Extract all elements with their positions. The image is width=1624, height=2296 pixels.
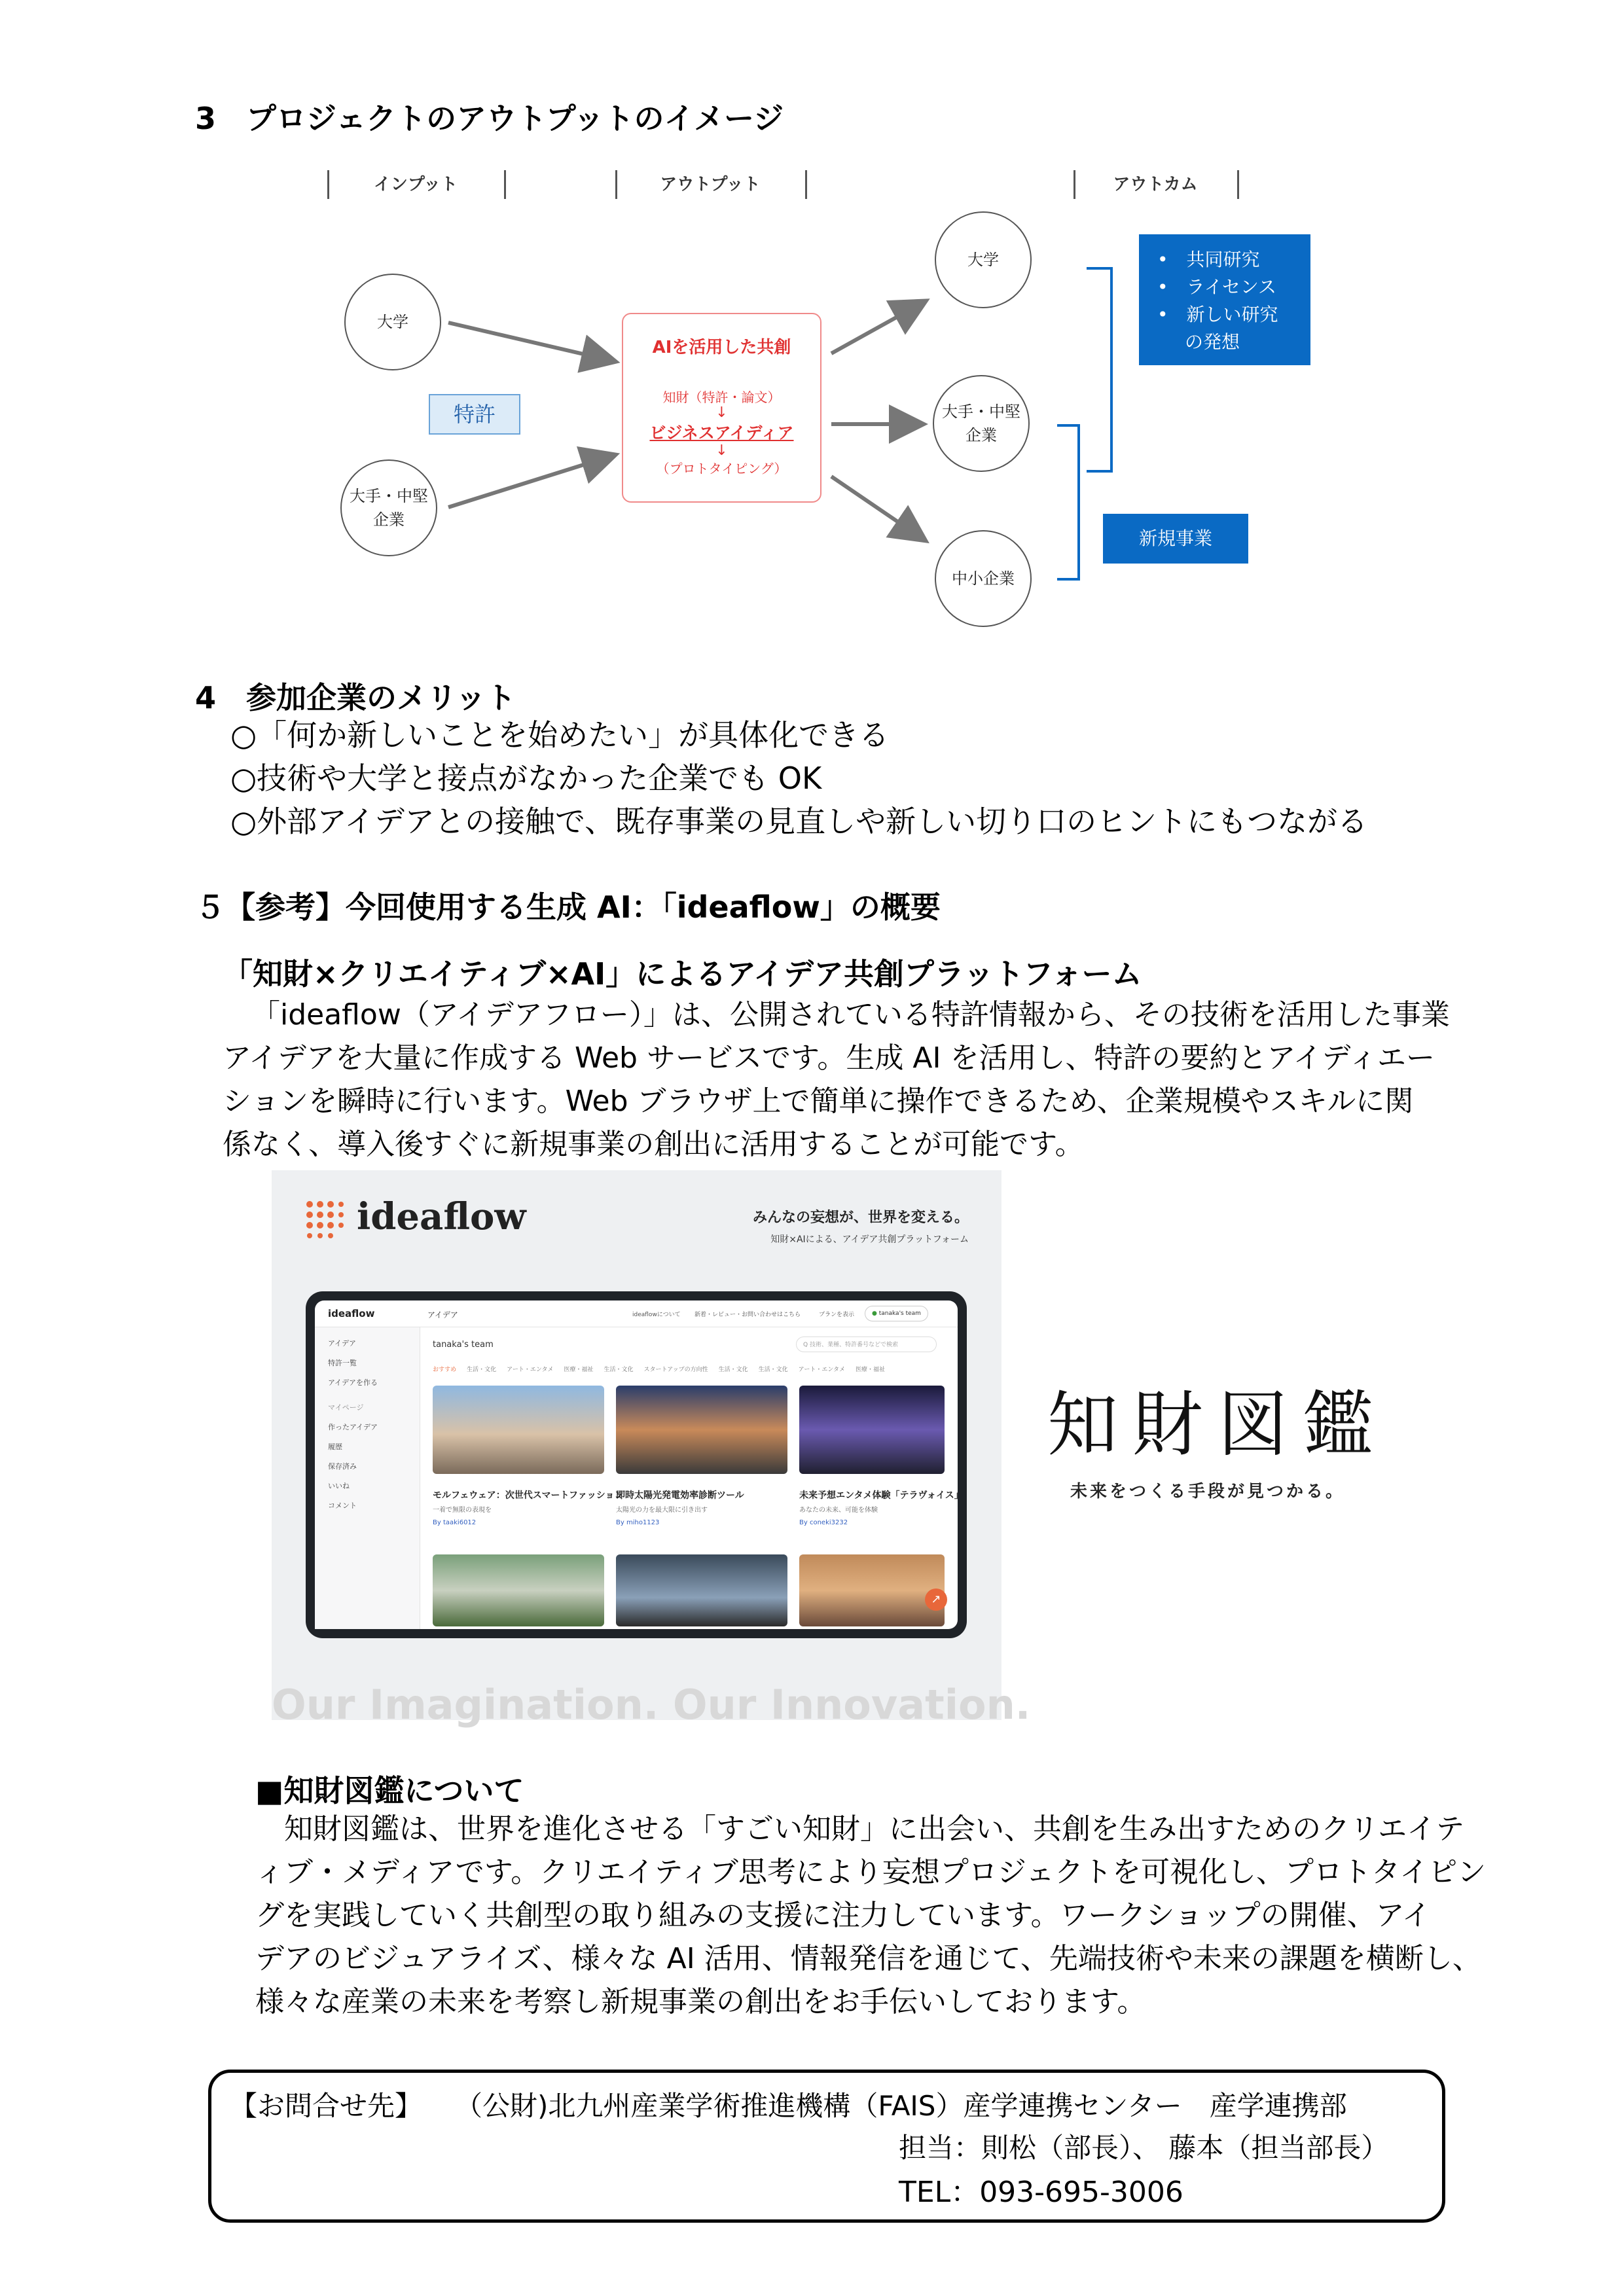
center-title: AIを活用した共創 [652, 338, 791, 357]
tab-category[interactable]: 生活・文化 [467, 1367, 497, 1373]
card-image [799, 1386, 945, 1474]
arrow-center-to-sme [831, 476, 920, 537]
section5-heading: ５【参考】今回使用する生成 AI：「ideaflow」の概要 [195, 889, 941, 925]
idea-card[interactable] [799, 1386, 964, 1526]
card-image [433, 1386, 604, 1474]
description-line: 係なく、導入後すぐに新規事業の創出に活用することが可能です。 [223, 1128, 1084, 1161]
about-line: 知財図鑑は、世界を進化させる「すごい知財」に出会い、共創を生み出すためのクリエイテ [284, 1812, 1465, 1846]
section3-heading: 3 プロジェクトのアウトプットのイメージ [195, 101, 784, 136]
idea-card[interactable] [616, 1386, 787, 1526]
outcome-item: • 新しい研究 [1157, 304, 1278, 325]
card-subtitle: 太陽光の力を最大限に引き出す [616, 1507, 708, 1514]
chizai-zukan-logo: 知財図鑑 [1047, 1384, 1388, 1466]
sidebar-item-patents[interactable]: 特許一覧 [328, 1359, 357, 1367]
category-tabs [433, 1365, 943, 1376]
ideaflow-tagline: みんなの妄想が、世界を変える。 [752, 1210, 969, 1226]
sidebar-item-my-ideas[interactable]: 作ったアイデア [328, 1423, 378, 1431]
card-title: 即時太陽光発電効率診断ツール [616, 1490, 744, 1501]
tab-category[interactable]: アート・エンタメ [507, 1367, 554, 1373]
card-subtitle: 一着で無限の表現を [433, 1507, 492, 1514]
card-image [616, 1554, 787, 1626]
section4-heading: 4 参加企業のメリット [195, 680, 516, 715]
contact-organization: （公財)北九州産業学術推進機構（FAIS）産学連携センター 産学連携部 [455, 2090, 1347, 2122]
card-author: By taaki6012 [433, 1519, 477, 1526]
center-step-proto: （プロトタイピング） [656, 461, 787, 476]
patent-box: 特許 [429, 394, 520, 435]
ai-cocreation-box [622, 313, 821, 503]
col-divider [805, 170, 807, 199]
merit-item: ○外部アイデアとの接触で、既存事業の見直しや新しい切り口のヒントにもつながる [230, 804, 1368, 839]
col-divider [1237, 170, 1239, 199]
tab-category[interactable]: おすすめ [433, 1367, 457, 1373]
ideaflow-subheading: 「知財×クリエイティブ×AI」によるアイデア共創プラットフォーム [223, 956, 1142, 992]
col-divider [1074, 170, 1075, 199]
card-image [799, 1554, 945, 1626]
description-line: ションを瞬時に行います。Web ブラウザ上で簡単に操作できるため、企業規模やスキルに関 [223, 1085, 1414, 1118]
sidebar-item-comments[interactable]: コメント [328, 1501, 357, 1510]
card-author: By miho1123 [616, 1519, 660, 1526]
sidebar-section-mypage: マイページ [328, 1403, 364, 1412]
description-line: アイデアを大量に作成する Web サービスです。生成 AI を活用し、特許の要約とアイディエー [223, 1041, 1435, 1075]
ideaflow-tagline-sub: 知財×AIによる、アイデア共創プラットフォーム [770, 1234, 969, 1245]
sidebar-item-create[interactable]: アイデアを作る [328, 1378, 378, 1387]
new-business-box: 新規事業 [1103, 514, 1248, 564]
arrow-company-to-center [448, 457, 609, 507]
ideaflow-screenshot [272, 1170, 1031, 1729]
col-divider [327, 170, 329, 199]
outcome-bracket-top [1087, 268, 1111, 471]
team-title: tanaka's team [433, 1340, 494, 1350]
sidebar-item-idea[interactable]: アイデア [328, 1339, 357, 1348]
card-image [433, 1554, 604, 1626]
app-screen [315, 1300, 964, 1629]
about-line: デアのビジュアライズ、様々な AI 活用、情報発信を通じて、先端技術や未来の課題を横断し、 [255, 1942, 1481, 1975]
ideaflow-description [223, 994, 1450, 1166]
about-line: 様々な産業の未来を考察し新規事業の創出をお手伝いしております。 [255, 1985, 1146, 2018]
output-diagram [321, 164, 1322, 635]
tab-category[interactable]: アート・エンタメ [798, 1367, 846, 1373]
sidebar-item-likes[interactable]: いいね [328, 1482, 350, 1490]
search-input[interactable]: Q 技術、業種、特許番号などで検索 [796, 1336, 937, 1352]
outcome-research-box [1139, 234, 1310, 365]
nav-about[interactable]: ideaflowについて [632, 1312, 681, 1318]
nav-plan[interactable]: プランを表示 [819, 1312, 855, 1318]
team-switcher[interactable]: ● tanaka's team [865, 1306, 928, 1321]
tab-category[interactable]: スタートアップの方向性 [643, 1367, 708, 1373]
chizai-zukan-tagline: 未来をつくる手段が見つかる。 [1070, 1482, 1346, 1501]
down-arrow-icon: ↓ [715, 404, 728, 421]
col-divider [615, 170, 617, 199]
contact-box [208, 2070, 1445, 2223]
arrow-center-to-univ [831, 304, 920, 353]
tab-category[interactable]: 医療・福祉 [564, 1367, 594, 1373]
app-sidebar [315, 1327, 420, 1629]
output-sme-node: 中小企業 [935, 530, 1032, 627]
screenshot-watermark: Our Imagination. Our Innovation. [272, 1681, 1031, 1729]
down-arrow-icon: ↓ [715, 442, 728, 459]
app-tab-idea[interactable]: アイデア [427, 1310, 458, 1319]
tab-category[interactable]: 医療・福祉 [856, 1367, 886, 1373]
tab-category[interactable]: 生活・文化 [604, 1367, 634, 1373]
contact-person: 担当：則松（部長）、 藤本（担当部長） [899, 2132, 1389, 2164]
col-outcome-label: アウトカム [1113, 175, 1198, 194]
merit-item: ○「何か新しいことを始めたい」が具体化できる [230, 717, 890, 753]
ideaflow-logo: ideaflow [357, 1195, 526, 1238]
outcome-item: • ライセンス [1157, 276, 1277, 298]
share-icon[interactable]: ↗ [925, 1588, 947, 1611]
about-line: ィブ・メディアです。クリエイティブ思考により妄想プロジェクトを可視化し、プロトタイピン [255, 1856, 1487, 1889]
sidebar-item-history[interactable]: 履歴 [328, 1443, 342, 1451]
card-title: モルフェウェア：次世代スマートファッション [433, 1490, 624, 1501]
description-line: 「ideaflow（アイデアフロー）」は、公開されている特許情報から、その技術を活用した事業 [251, 998, 1450, 1031]
card-title: 未来予想エンタメ体験「テラヴォイス」 [799, 1490, 964, 1501]
arrow-univ-to-center [448, 323, 609, 360]
avatar: ● [872, 1310, 877, 1317]
about-chizai-heading: ■知財図鑑について [255, 1773, 524, 1808]
outcome-item: の発想 [1185, 331, 1240, 353]
app-header [315, 1300, 958, 1327]
merit-item: ○技術や大学と接点がなかった企業でも OK [230, 761, 822, 796]
col-input-label: インプット [373, 175, 458, 194]
idea-card[interactable] [433, 1386, 624, 1526]
input-company-node: 大手・中堅 企業 [340, 459, 437, 556]
tab-category[interactable]: 生活・文化 [758, 1367, 788, 1373]
center-step-ip: 知財（特許・論文） [662, 389, 781, 405]
card-image [616, 1386, 787, 1474]
col-output-label: アウトプット [660, 175, 761, 194]
outcome-item: • 共同研究 [1157, 249, 1260, 270]
card-author: By coneki3232 [799, 1519, 848, 1526]
card-subtitle: あなたの未来、可能を体験 [799, 1507, 878, 1514]
outcome-bracket-bottom [1057, 425, 1079, 579]
about-line: グを実践していく共創型の取り組みの支援に注力しています。ワークショップの開催、アイ [255, 1899, 1431, 1932]
center-step-idea: ビジネスアイディア [649, 423, 794, 442]
tab-category[interactable]: 生活・文化 [718, 1367, 748, 1373]
contact-label: 【お問合せ先】 [230, 2090, 423, 2122]
nav-news[interactable]: 新着・レビュー・お問い合わせはこちら [695, 1312, 801, 1318]
sidebar-item-saved[interactable]: 保存済み [328, 1462, 357, 1471]
contact-phone: TEL：093-695-3006 [899, 2176, 1183, 2209]
app-logo: ideaflow [328, 1308, 375, 1319]
output-university-node: 大学 [935, 211, 1032, 308]
about-chizai-text [255, 1808, 1486, 2024]
laptop-frame [306, 1291, 967, 1638]
input-university-node: 大学 [344, 274, 441, 370]
col-divider [504, 170, 506, 199]
output-company-node: 大手・中堅 企業 [933, 375, 1030, 472]
ideaflow-logo-mark-icon [303, 1198, 349, 1246]
